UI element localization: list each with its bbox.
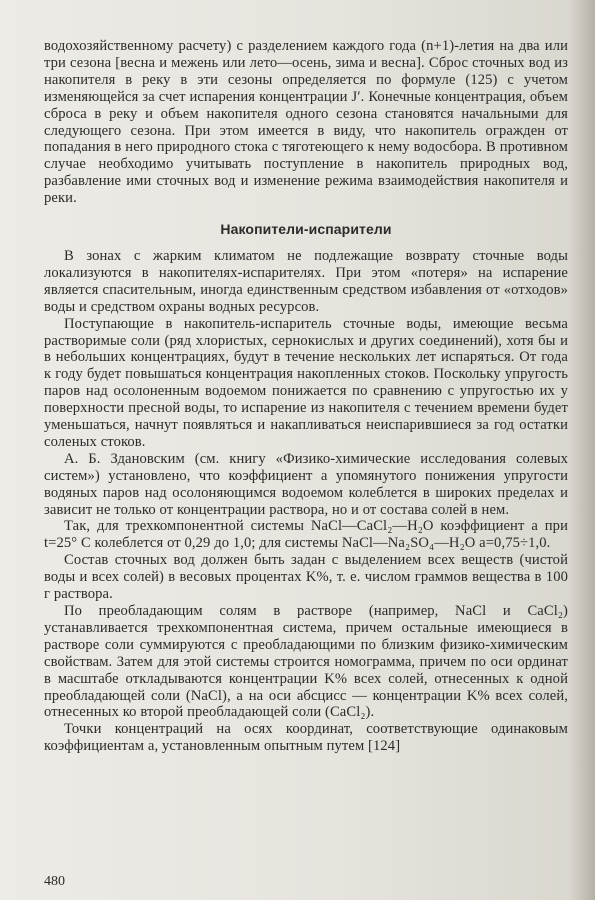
paragraph: В зонах с жарким климатом не подлежащие возврату сточные воды локализуются в накопителях-испарителях. При этом «потеря» на испарение является спасительным, иногда единственным средством избавления от «отходов» воды и средством охраны водных ресурсов. — [44, 247, 568, 315]
paragraph-continued: водохозяйственному расчету) с разделением каждого года (n+1)-летия на два или три сезона [весна и межень или лето—осень, зима и весна]. Сброс сточных вод из накопителя в реку в эти сезоны определяется по формуле (125) с учетом изменяющейся за счет испарения концентрации J′. Конечные концентрация, объем сброса в реку и объем накопителя одного сезона становятся начальными для следующего сезона. При этом имеется в виду, что накопитель огражден от попадания в него природного стока с тяготеющего к нему водосбора. В противном случае необходимо учитывать поступление в накопитель природных вод, разбавление ими сточных вод и изменение режима взаимодействия накопителя и реки. — [44, 38, 568, 207]
page-number: 480 — [44, 874, 65, 889]
paragraph: Поступающие в накопитель-испаритель сточные воды, имеющие весьма растворимые соли (ряд хлористых, сернокислых и других соединений), хотя бы и в небольших концентрациях, будут в течение нескольких лет испаряться. От года к году будет повышаться концентрация накопленных стоков. Поскольку упругость паров над осолоненным водоемом понижается по сравнению с упругостью их у поверхности пресной воды, то испарение из накопителя с течением времени будет уменьшаться, начнут появляться и накапливаться неиспарившиеся за год остатки соленых стоков. — [44, 315, 568, 450]
paragraph: Точки концентраций на осях координат, соответствующие одинаковым коэффициентам a, установленным опытным путем [124] — [44, 721, 568, 755]
paragraph: Состав сточных вод должен быть задан с выделением всех веществ (чистой воды и всех солей) в весовых процентах K%, т. е. числом граммов вещества в 100 г раствора. — [44, 552, 568, 603]
section-heading: Накопители-испарители — [220, 221, 392, 238]
page-text-body — [44, 38, 568, 755]
paragraph: А. Б. Здановским (см. книгу «Физико-химические исследования солевых систем») установлено, что коэффициент a упомянутого понижения упругости водяных паров над осолоняющимся водоемом колеблется в широких пределах и зависит не только от концентрации раствора, но и от состава солей в нем. — [44, 450, 568, 518]
paragraph: По преобладающим солям в растворе (например, NaCl и CaCl₂) устанавливается трехкомпонентная система, причем остальные имеющиеся в растворе соли суммируются с преобладающими по близким физико-химическим свойствам. Затем для этой системы строится номограмма, причем по оси ординат в масштабе откладываются концентрации K% всех солей, отнесенных к одной преобладающей соли (NaCl), а на оси абсцисс — концентрации K% всех солей, отнесенных ко второй преобладающей соли (CaCl₂). — [44, 603, 568, 721]
page-spine-shadow — [569, 0, 595, 900]
paragraph: Так, для трехкомпонентной системы NaCl—CaCl₂—H₂O коэффициент a при t=25° C колеблется от 0,29 до 1,0; для системы NaCl—Na₂SO₄—H₂O a=0,75÷1,0. — [44, 518, 568, 552]
